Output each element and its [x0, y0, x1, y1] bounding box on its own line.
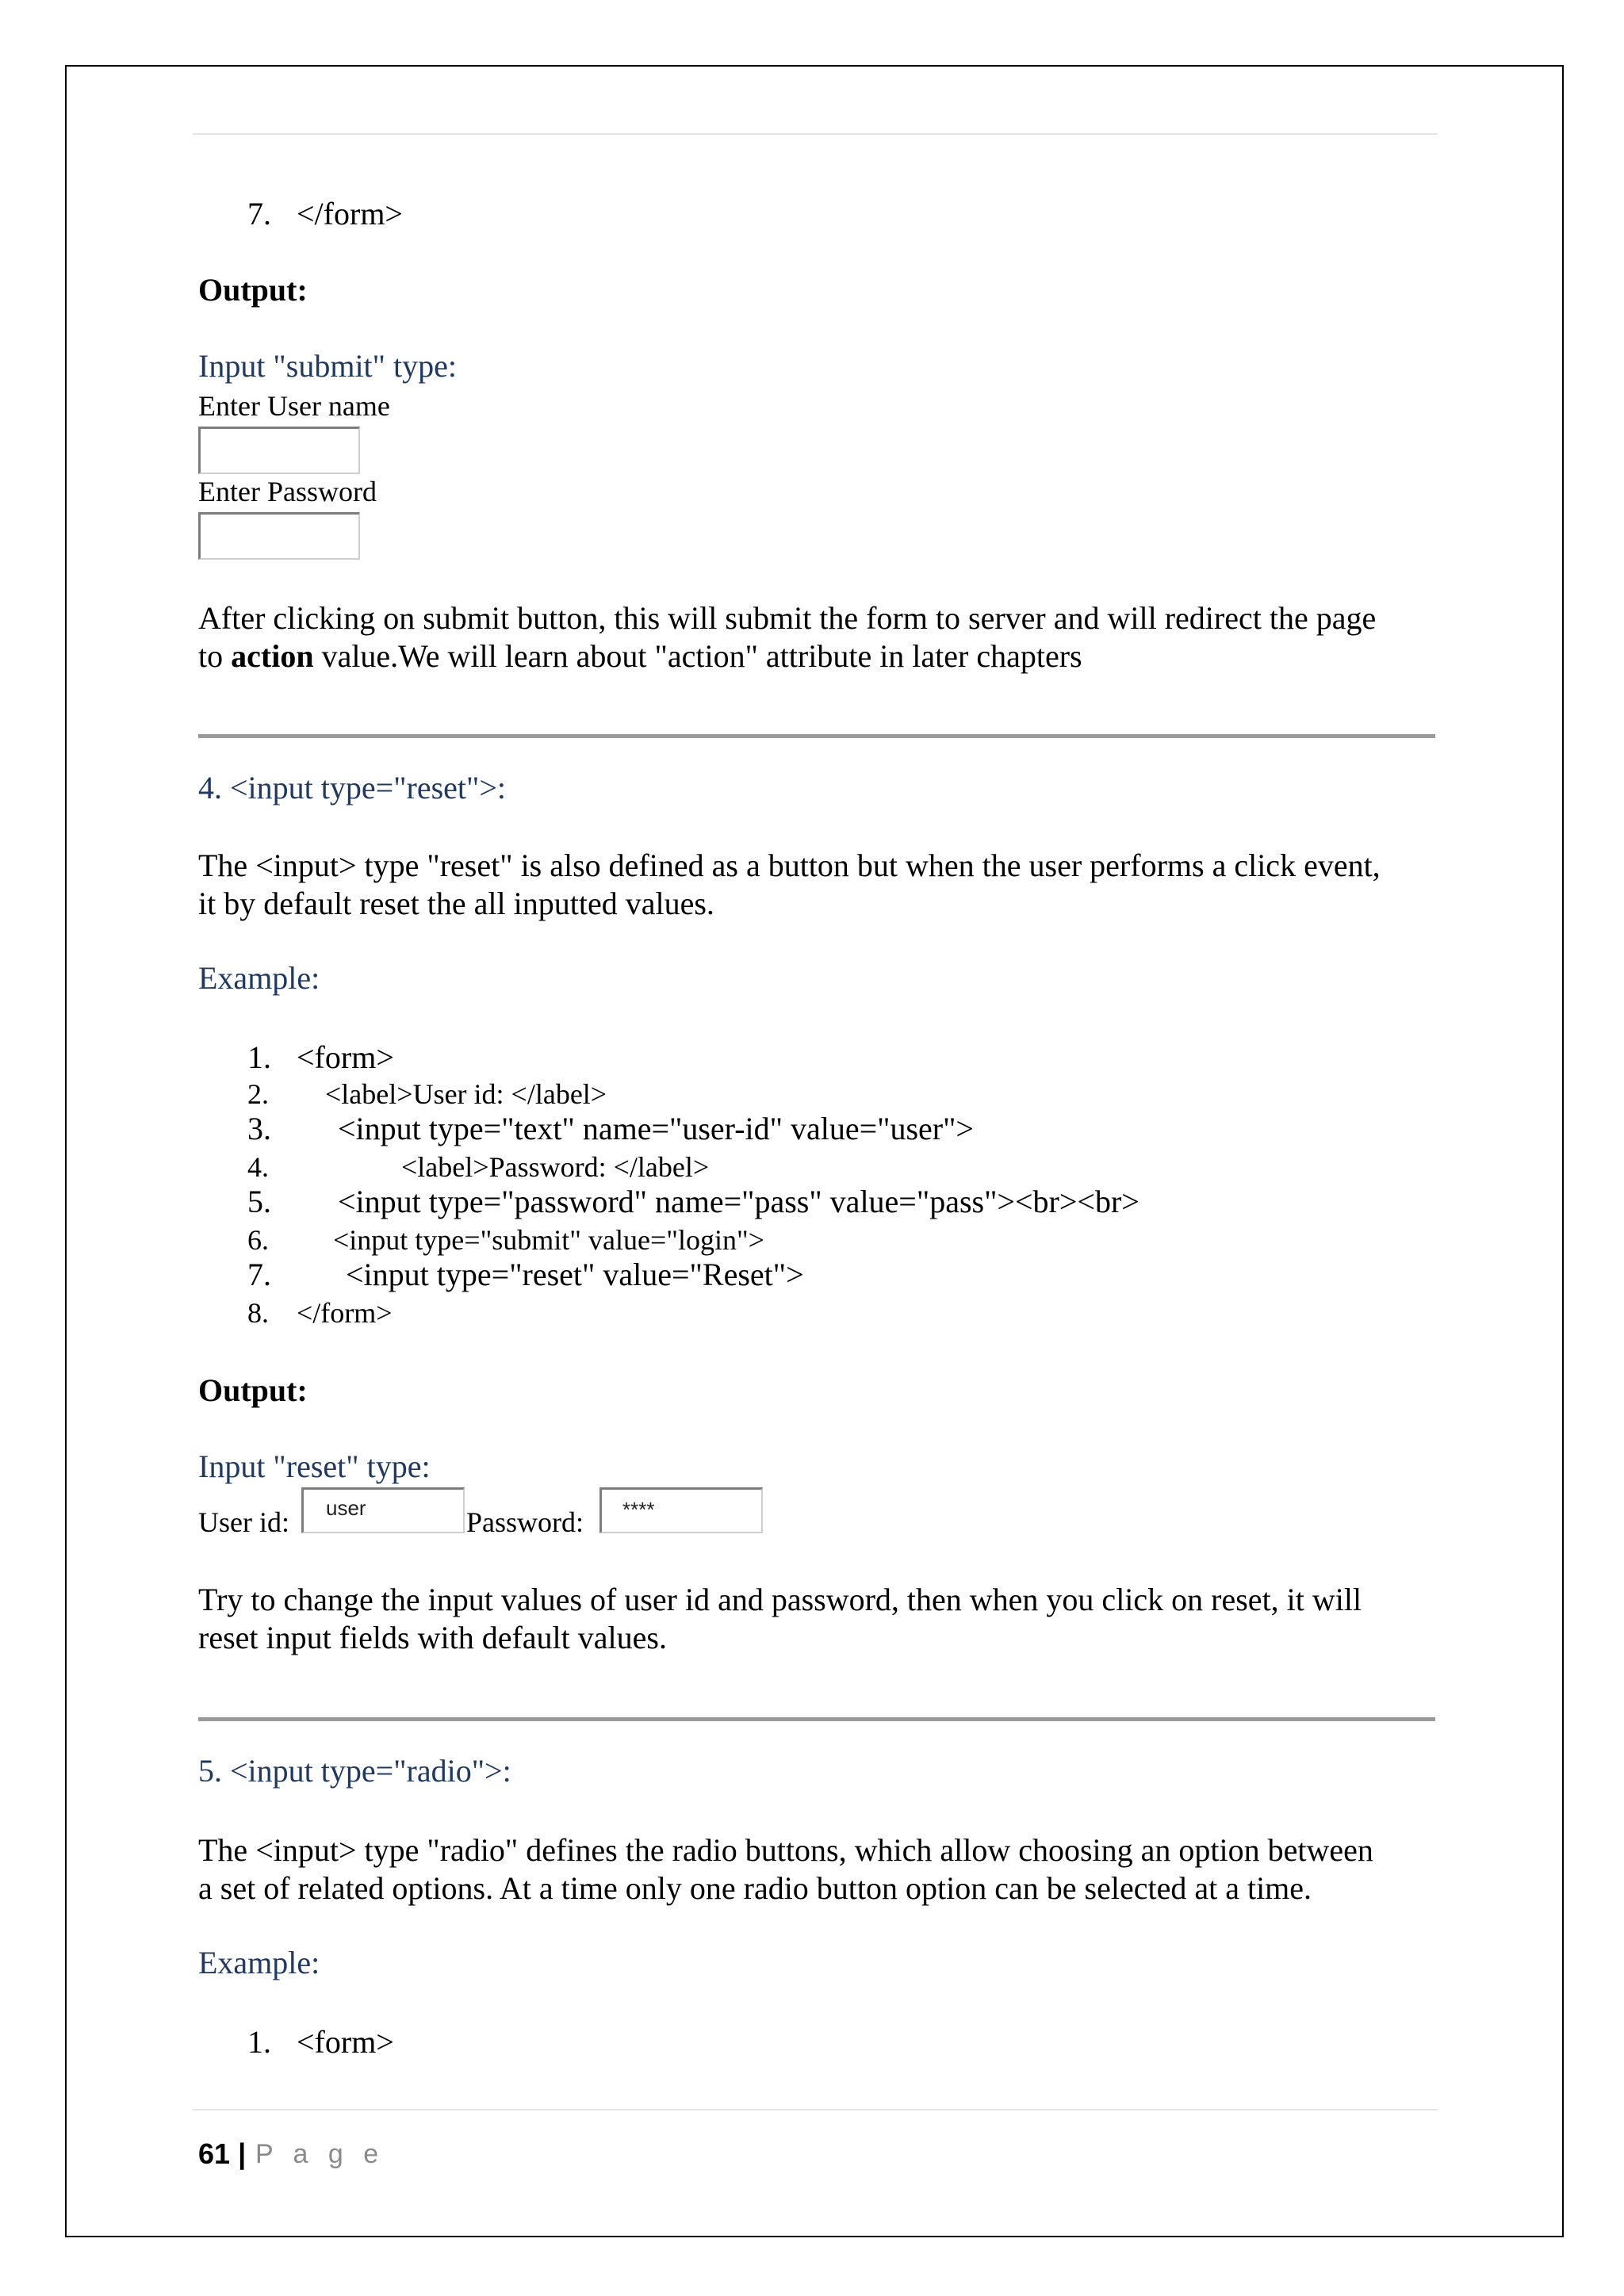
code-line-number: 8. — [247, 1297, 269, 1329]
radio-description-line1: The <input> type "radio" defines the radio buttons, which allow choosing an option between — [198, 1832, 1373, 1868]
reset-after-line1: Try to change the input values of user id and password, then when you click on reset, it will — [198, 1582, 1362, 1617]
userid-value: user — [326, 1496, 366, 1520]
example-label: Example: — [198, 960, 320, 996]
output-label: Output: — [198, 272, 308, 308]
code-line-number: 3. — [247, 1111, 271, 1146]
code-line-text: </form> — [297, 1297, 393, 1329]
code-line-text: <form> — [297, 1039, 394, 1075]
section-divider — [198, 1717, 1435, 1721]
page-number-value: 61 — [198, 2137, 231, 2170]
code-line-text: <input type="submit" value="login"> — [333, 1224, 764, 1256]
password-label: Password: — [466, 1506, 584, 1538]
username-input[interactable] — [198, 427, 360, 474]
password-input[interactable] — [198, 512, 360, 560]
footer-rule — [193, 2109, 1438, 2110]
radio-description — [198, 1831, 1443, 1908]
password-label: Enter Password — [198, 476, 377, 507]
code-line-number: 6. — [247, 1224, 269, 1256]
code-line-text: <input type="text" name="user-id" value="user"> — [338, 1111, 974, 1146]
reset-description-line1: The <input> type "reset" is also defined as a button but when the user performs a click event, — [198, 848, 1381, 883]
password-input[interactable] — [599, 1487, 763, 1533]
code-line-number: 5. — [247, 1184, 271, 1219]
reset-output-heading: Input "reset" type: — [198, 1448, 431, 1484]
reset-after-line2: reset input fields with default values. — [198, 1620, 667, 1655]
submit-explanation-line2 — [198, 637, 1443, 675]
username-label: Enter User name — [198, 390, 390, 422]
code-line-number: 1. — [247, 2024, 271, 2060]
reset-description — [198, 847, 1443, 923]
radio-description-line2: a set of related options. At a time only one radio button option can be selected at a time. — [198, 1870, 1312, 1906]
code-line-text: <input type="reset" value="Reset"> — [346, 1257, 804, 1292]
code-line-number: 7. — [247, 196, 271, 232]
userid-label: User id: — [198, 1506, 289, 1538]
line2-prefix: to — [198, 638, 232, 674]
radio-section-heading: 5. <input type="radio">: — [198, 1753, 511, 1789]
code-line-text: <input type="password" name="pass" value="pass"><br><br> — [338, 1184, 1139, 1219]
code-line-number: 2. — [247, 1078, 269, 1110]
code-line-number: 4. — [247, 1151, 269, 1183]
output-label: Output: — [198, 1372, 308, 1408]
code-line-number: 7. — [247, 1257, 271, 1292]
submit-output-heading: Input "submit" type: — [198, 348, 457, 384]
submit-explanation — [198, 599, 1443, 675]
reset-description-line2: it by default reset the all inputted values. — [198, 886, 714, 921]
page-number — [198, 2137, 246, 2171]
code-line-text: <label>User id: </label> — [325, 1078, 607, 1110]
header-rule — [193, 133, 1438, 135]
code-line-text: <label>Password: </label> — [401, 1151, 710, 1183]
line2-suffix: value.We will learn about "action" attribute in later chapters — [313, 638, 1082, 674]
userid-input[interactable] — [301, 1487, 465, 1533]
section-divider — [198, 734, 1435, 738]
page-separator: | — [238, 2137, 247, 2170]
submit-explanation-line1: After clicking on submit button, this will submit the form to server and will redirect the page — [198, 600, 1377, 636]
code-line-text: <form> — [297, 2024, 394, 2060]
reset-section-heading: 4. <input type="reset">: — [198, 770, 507, 806]
reset-after-text — [198, 1581, 1443, 1657]
code-line-text: </form> — [297, 196, 403, 232]
password-value: **** — [622, 1498, 655, 1521]
code-line-number: 1. — [247, 1039, 271, 1075]
action-keyword: action — [231, 638, 314, 674]
page-word: P a g e — [255, 2139, 385, 2169]
example-label: Example: — [198, 1945, 320, 1980]
